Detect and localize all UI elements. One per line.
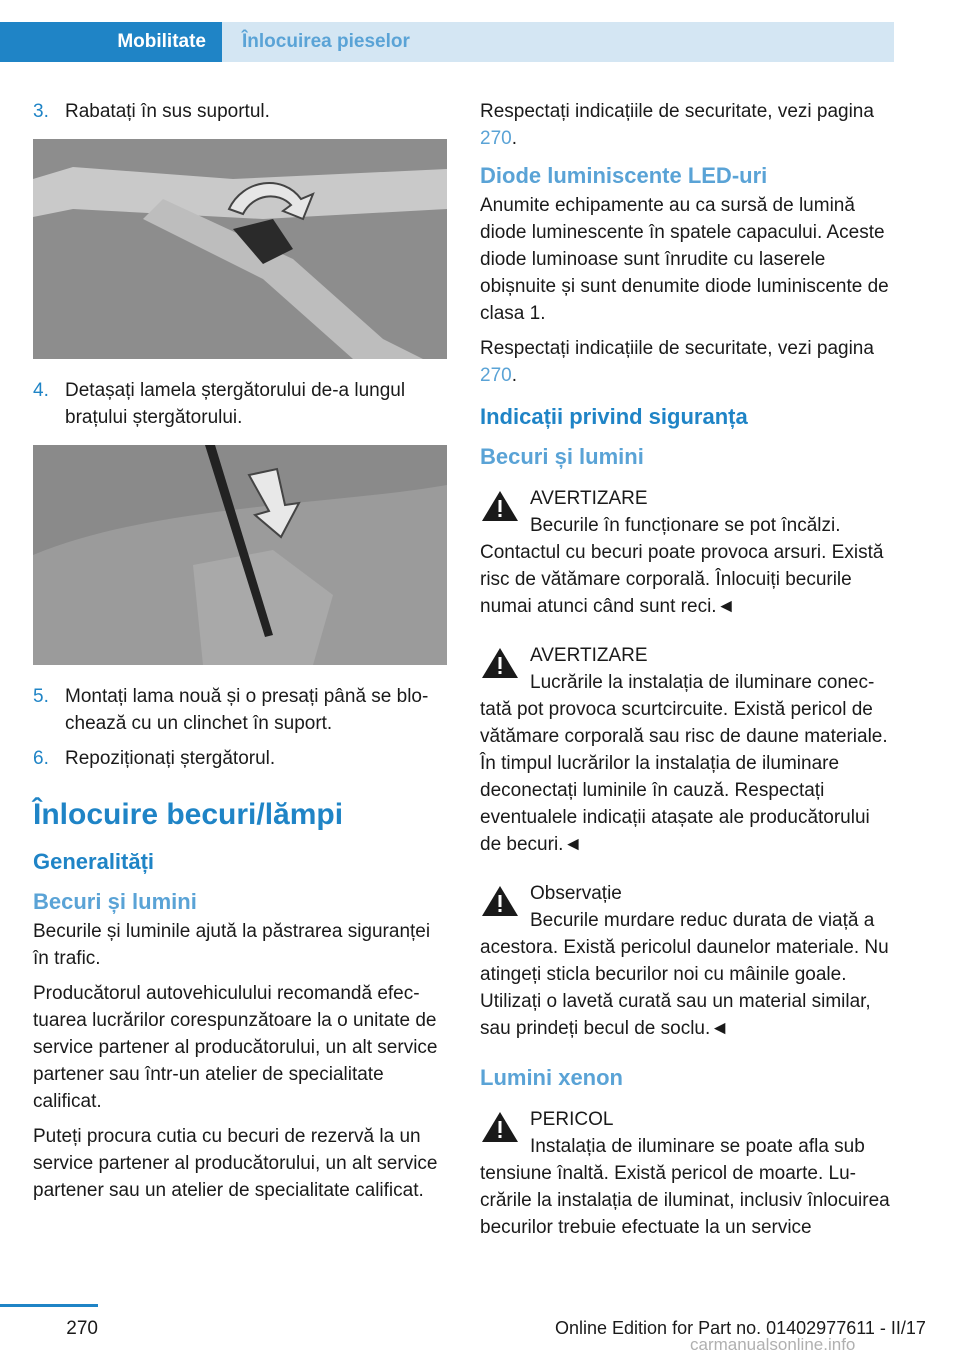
- left-column: [33, 98, 449, 1212]
- warning-triangle-icon: [480, 646, 520, 680]
- warning-title: AVERTIZARE: [530, 645, 648, 666]
- text: .: [511, 128, 517, 149]
- page-link[interactable]: 270: [480, 365, 512, 386]
- step-5: [33, 683, 449, 737]
- text: .: [511, 365, 517, 386]
- watermark: carmanualsonline.info: [690, 1335, 856, 1354]
- topic-title: Becuri și lumini: [480, 444, 644, 469]
- warning-text: Lucrările la instalația de iluminare conectată pot provoca scurtcircuite. Există pericol de vătămare corporală sau risc de daune materiale. În timpul lucrărilor la instalația de iluminare deconectați luminile în cauză. Respectați eventualele indicații atașate ale producătorului de becuri.◄: [480, 672, 888, 855]
- warning-block: [480, 642, 896, 858]
- paragraph-safety-ref: [480, 335, 896, 389]
- danger-text: Instalația de iluminare se poate afla sub tensiune înaltă. Există pericol de moarte. Lucrările la instalația de iluminat, inclusiv înlocuirea becurilor trebuie efectuate la un service: [480, 1136, 890, 1238]
- edition-label: Online Edition for Part no. 01402977611 - II/17: [555, 1318, 926, 1338]
- header-subsection-tab: Înlocuirea pieselor: [222, 22, 894, 62]
- paragraph-safety-ref: [480, 98, 896, 152]
- footer-rule: [0, 1304, 98, 1307]
- step-number: 6.: [33, 748, 49, 769]
- note-text: Becurile murdare reduc durata de viață a acestora. Există pericolul daunelor materiale. Nu atingeți sticla becurilor noi cu mâinile goale. Utilizați o lavetă curată sau un material similar, sau prindeți becul de soclu.◄: [480, 910, 889, 1039]
- header-section-tab: Mobilitate: [0, 22, 222, 62]
- step-6: [33, 745, 449, 772]
- step-4: [33, 377, 449, 431]
- warning-triangle-icon: [480, 489, 520, 523]
- step-text: Rabatați în sus suportul.: [65, 101, 270, 122]
- topic-title: Becuri și lumini: [33, 889, 197, 914]
- note-title: Observație: [530, 883, 622, 904]
- paragraph: Producătorul autovehiculului recomandă efectuarea lucrărilor corespunzătoare la o unitate de service partener al producătorului, un alt service partener sau într-un atelier de specialitate calificat.: [33, 983, 438, 1112]
- page-number: 270: [66, 1318, 98, 1339]
- step-text: Montați lama nouă și o presați până se blochează cu un clinchet în suport.: [65, 686, 429, 734]
- note-block: [480, 880, 896, 1042]
- warning-block: [480, 485, 896, 620]
- step-text: Detașați lamela ștergătorului de-a lungul brațului ștergătorului.: [65, 380, 406, 428]
- step-number: 3.: [33, 101, 49, 122]
- right-column: [480, 98, 896, 1263]
- warning-title: AVERTIZARE: [530, 488, 648, 509]
- paragraph: Anumite echipamente au ca sursă de lumină diode luminescente în spatele capacului. Aceste diode luminoase sunt înrudite cu laserele obișnuite și sunt denumite diode luminiscente de clasa 1.: [480, 195, 889, 324]
- text: Respectați indicațiile de securitate, vezi pagina: [480, 101, 874, 122]
- step-number: 5.: [33, 686, 49, 707]
- subsection-title: Generalități: [33, 849, 155, 874]
- step-3: [33, 98, 449, 125]
- step-text: Repoziționați ștergătorul.: [65, 748, 276, 769]
- page-link[interactable]: 270: [480, 128, 512, 149]
- warning-triangle-icon: [480, 1110, 520, 1144]
- topic-title: Lumini xenon: [480, 1065, 623, 1090]
- step-number: 4.: [33, 380, 49, 401]
- wiper-blade-removal-illustration: [33, 445, 447, 665]
- danger-title: PERICOL: [530, 1109, 614, 1130]
- paragraph: Puteți procura cutia cu becuri de rezervă la un service partener al producătorului, un alt service partener sau un atelier de specialitate calificat.: [33, 1126, 438, 1201]
- wiper-holder-illustration: [33, 139, 447, 359]
- warning-triangle-icon: [480, 884, 520, 918]
- danger-block: [480, 1106, 896, 1241]
- text: Respectați indicațiile de securitate, vezi pagina: [480, 338, 874, 359]
- warning-text: Becurile în funcționare se pot încălzi. Contactul cu becuri poate provoca arsuri. Există risc de vătămare corporală. Înlocuiți becurile numai atunci când sunt reci.◄: [480, 515, 884, 617]
- subsection-title: Indicații privind siguranța: [480, 404, 748, 429]
- paragraph: Becurile și luminile ajută la păstrarea siguranței în trafic.: [33, 921, 431, 969]
- section-title: Înlocuire becuri/lămpi: [33, 798, 344, 831]
- topic-title: Diode luminiscente LED-uri: [480, 163, 768, 188]
